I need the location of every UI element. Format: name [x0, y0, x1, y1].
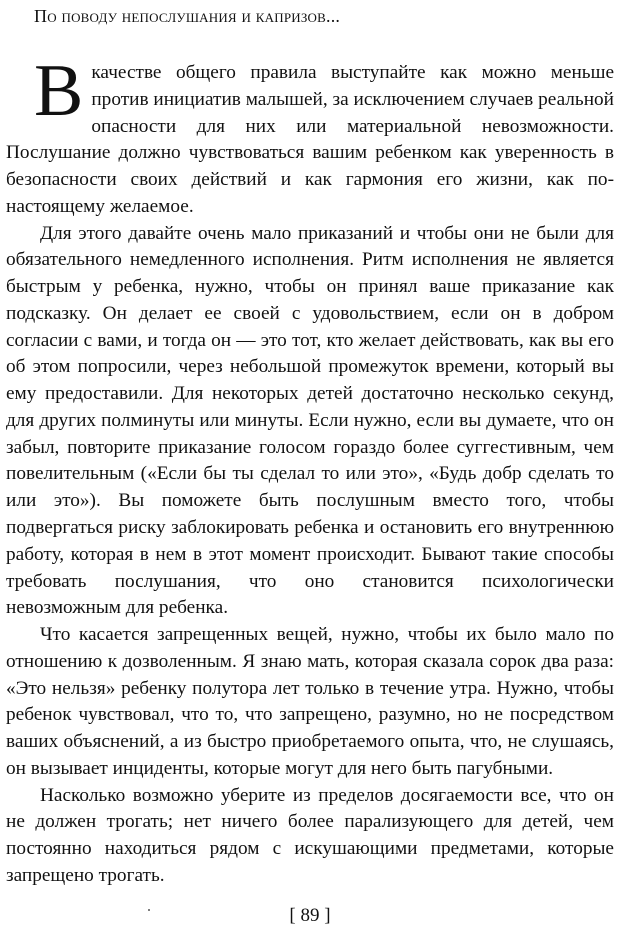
paragraph-4: Насколько возможно уберите из пределов досягаемости все, что он не должен трогать; нет ничего более парализующего для детей, чем постоянно находиться рядом с искушающими предметами, которые запрещено трогать.	[6, 784, 614, 886]
paragraph-1	[6, 50, 614, 221]
running-head: По поводу непослушания и капризов...	[34, 6, 341, 26]
body-text	[6, 50, 614, 890]
paragraph-1-text: качестве общего правила выступайте как можно меньше против инициатив малышей, за исключением случаев реальной опасности для них или материальной невозможности. Послушание должно чувствоваться вашим ребенком как уверенность в безопасности своих действий и как гармония его жизни, как по-настоящему желаемое.	[6, 62, 614, 217]
drop-cap: В	[34, 50, 84, 132]
page-number: [ 89 ]	[289, 905, 331, 926]
paragraph-2: Для этого давайте очень мало приказаний и чтобы они не были для обязательного немедленного исполнения. Ритм исполнения не является быстрым у ребенка, нужно, чтобы он принял ваше приказание как подсказку. Он делает ее своей с удовольствием, если он в добром согласии с вами, и тогда он — это тот, кто желает действовать, как вы его об этом попросили, через небольшой промежуток времени, который вы ему предоставили. Для некоторых детей достаточно несколько секунд, для других полминуты или минуты. Если нужно, если вы думаете, что он забыл, повторите приказание голосом гораздо более суггестивным, чем повелительным («Если бы ты сделал то или это», «Будь добр сделать то или это»). Вы поможете быть послушным вместо того, чтобы подвергаться риску заблокировать ребенка и остановить его внутреннюю работу, которая в нем в этот момент происходит. Бывают такие способы требовать послушания, что оно становится психологически невозможным для ребенка.	[6, 222, 614, 619]
paragraph-3: Что касается запрещенных вещей, нужно, чтобы их было мало по отношению к дозволенным. Я знаю мать, которая сказала сорок два раза: «Это нельзя» ребенку полутора лет только в течение утра. Нужно, чтобы ребенок чувствовал, что то, что запрещено, разумно, но не посредством ваших объяснений, а из быстро приобретаемого опыта, что, не слушаясь, он вызывает инциденты, которые могут для него быть пагубными.	[6, 624, 614, 779]
